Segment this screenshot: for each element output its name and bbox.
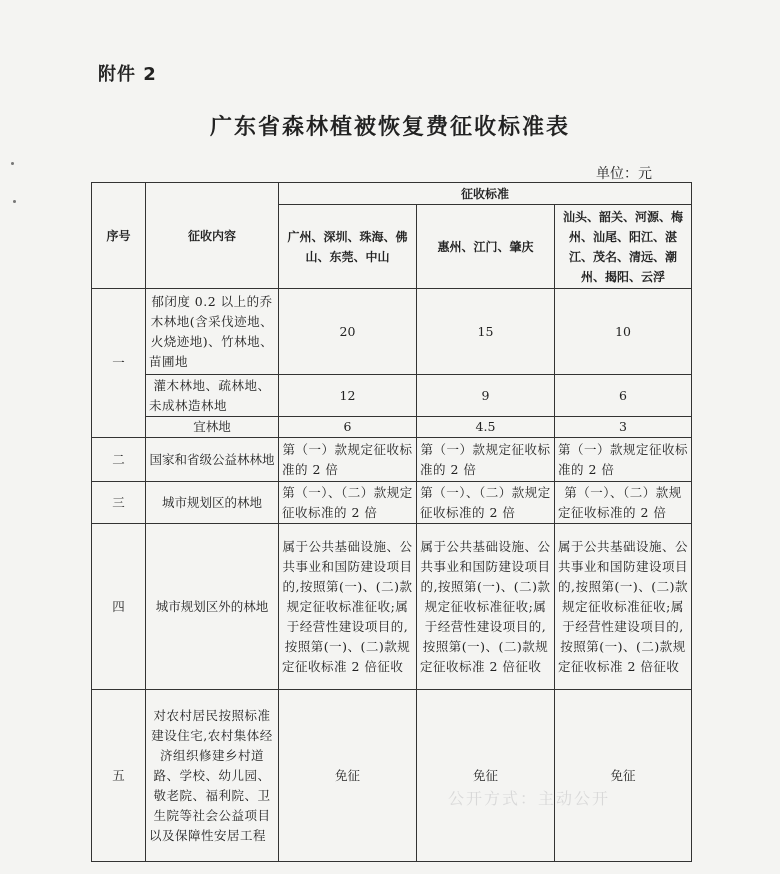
row-content: 城市规划区外的林地	[146, 524, 279, 690]
scan-speck	[13, 200, 16, 203]
row-value: 9	[417, 375, 555, 417]
row-value: 第（一）款规定征收标准的 2 倍	[555, 438, 692, 482]
header-content: 征收内容	[146, 183, 279, 289]
row-value: 20	[279, 289, 417, 375]
header-standard: 征收标准	[279, 183, 692, 205]
fee-standard-table	[91, 182, 692, 862]
row-value: 属于公共基础设施、公共事业和国防建设项目的,按照第(一)、(二)款规定征收标准征收;属于经营性建设项目的,按照第(一)、(二)款规定征收标准 2 倍征收	[417, 524, 555, 690]
annex-label: 附件 2	[98, 64, 157, 85]
watermark-text: 公开方式：主动公开	[448, 789, 611, 808]
row-value: 第（一）款规定征收标准的 2 倍	[279, 438, 417, 482]
row-content: 对农村居民按照标准建设住宅,农村集体经济组织修建乡村道路、学校、幼儿园、敬老院、福利院、卫生院等社会公益项目以及保障性安居工程	[146, 690, 279, 862]
table-row	[92, 289, 692, 375]
table-row	[92, 417, 692, 438]
scan-speck	[11, 162, 14, 165]
table-row	[92, 690, 692, 862]
row-content: 郁闭度 0.2 以上的乔木林地(含采伐迹地、火烧迹地)、竹林地、苗圃地	[146, 289, 279, 375]
row-value: 10	[555, 289, 692, 375]
table-row	[92, 438, 692, 482]
row-value: 6	[279, 417, 417, 438]
row-seq-3: 三	[92, 482, 146, 524]
row-value: 第（一）、（二）款规定征收标准的 2 倍	[555, 482, 692, 524]
row-value: 4.5	[417, 417, 555, 438]
header-region-2: 惠州、江门、肇庆	[417, 205, 555, 289]
row-value: 属于公共基础设施、公共事业和国防建设项目的,按照第(一)、(二)款规定征收标准征收;属于经营性建设项目的,按照第(一)、(二)款规定征收标准 2 倍征收	[555, 524, 692, 690]
header-region-3: 汕头、韶关、河源、梅州、汕尾、阳江、湛江、茂名、清远、潮州、揭阳、云浮	[555, 205, 692, 289]
row-value: 6	[555, 375, 692, 417]
row-value: 第（一）、（二）款规定征收标准的 2 倍	[417, 482, 555, 524]
row-content: 城市规划区的林地	[146, 482, 279, 524]
row-value: 12	[279, 375, 417, 417]
row-value: 15	[417, 289, 555, 375]
header-seq: 序号	[92, 183, 146, 289]
table-row	[92, 524, 692, 690]
row-value: 属于公共基础设施、公共事业和国防建设项目的,按照第(一)、(二)款规定征收标准征收;属于经营性建设项目的,按照第(一)、(二)款规定征收标准 2 倍征收	[279, 524, 417, 690]
row-seq-2: 二	[92, 438, 146, 482]
row-value: 免征	[555, 690, 692, 862]
unit-label: 单位：元	[596, 166, 652, 182]
header-region-1: 广州、深圳、珠海、佛山、东莞、中山	[279, 205, 417, 289]
row-seq-4: 四	[92, 524, 146, 690]
row-value: 第（一）、（二）款规定征收标准的 2 倍	[279, 482, 417, 524]
row-seq-5: 五	[92, 690, 146, 862]
row-value: 3	[555, 417, 692, 438]
row-seq-1: 一	[92, 289, 146, 438]
row-content: 国家和省级公益林林地	[146, 438, 279, 482]
row-content: 灌木林地、疏林地、未成林造林地	[146, 375, 279, 417]
table-row	[92, 482, 692, 524]
page-title: 广东省森林植被恢复费征收标准表	[209, 115, 570, 140]
table-row	[92, 375, 692, 417]
row-value: 免征	[279, 690, 417, 862]
table-header-row	[92, 183, 692, 205]
row-value: 第（一）款规定征收标准的 2 倍	[417, 438, 555, 482]
row-content: 宜林地	[146, 417, 279, 438]
row-value: 免征	[417, 690, 555, 862]
